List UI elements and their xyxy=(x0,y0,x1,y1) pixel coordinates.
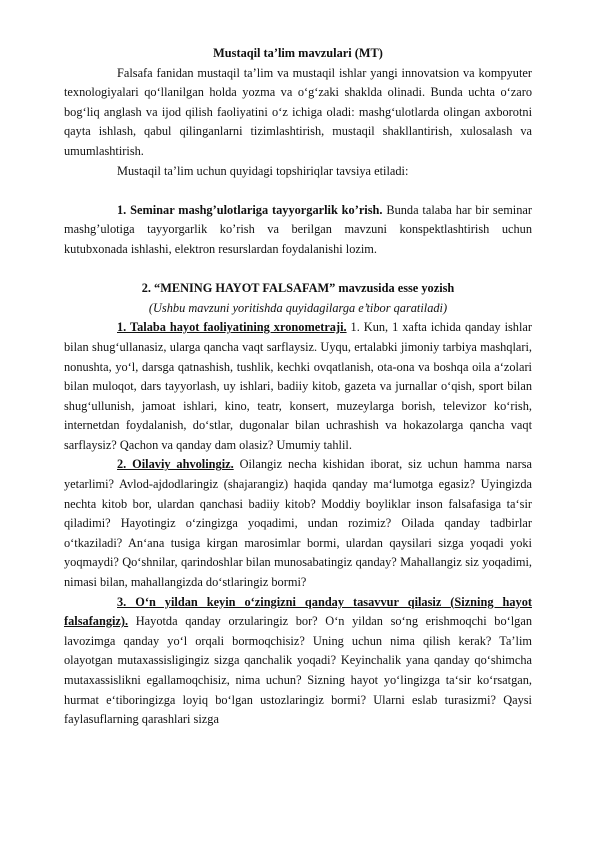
recommendation-paragraph: Mustaqil ta’lim uchun quyidagi topshiriqlar tavsiya etiladi: xyxy=(117,163,409,178)
task1-paragraph xyxy=(64,201,532,260)
document-title: Mustaqil ta’lim mavzulari (MT) xyxy=(213,46,383,60)
task2-item-2-label: 2. Oilaviy ahvolingiz. xyxy=(117,457,234,472)
task2-item-2-text: Oilangiz necha kishidan iborat, siz uchun hamma narsa yetarlimi? Avlod-ajdodlaringiz (shajarangiz) haqida qanday ma‘lumotga egasiz? Uyingizda nechta kitob bor, ulardan qanchasi badiiy kitob? Moddiy boyliklar inson falsafasiga ta‘sir qiladimi? Hayotingiz o‘zingizga yoqadimi, undan rozimiz? Oilada qanday tadbirlar o‘tkaziladi? An‘ana tusiga kirgan marosimlar bormi, ulardan qaysilari sizga yoqadi yoki yoqmaydi? Qo‘shnilar, qarindoshlar bilan munosabatingiz qanday? Mahallangiz siz yoqadimi, nimasi bilan, mahallangizda do‘stlaringiz bormi? xyxy=(64,457,532,590)
spacer xyxy=(64,181,532,201)
intro-paragraph: Falsafa fanidan mustaqil ta’lim va mustaqil ishlar yangi innovatsion va kompyuter texnologiyalari qo‘llanilgan holda yozma va o‘g‘zaki shaklda olinadi. Bunda uchta o‘zaro bog‘liq anglash va ijod qilish faoliyatini o‘z ichiga oladi: mashg‘ulotlarda olingan axborotni qayta ishlash, qabul qilinganlarni tizimlashtirish, mustaqil shakllantirish, xulosalash va umumlashtirish. xyxy=(64,65,532,158)
task2-item-1-text: 1. Kun, 1 xafta ichida qanday ishlar bilan shug‘ullanasiz, ularga qancha vaqt sarflaysiz. Uyqu, ertalabki jimoniy tarbiya mashqlari, nonushta, yo‘l, darsga qatnashish, tushlik, kechki ovqatlanish, ota-ona va boshqa oila a‘zolari bilan muloqot, dars tayyorlash, uy ishlari, badiiy kitob, gazeta va jurnallar o‘qish, sport bilan shug‘ullunish, jamoat ishlari, kino, teatr, konsert, muzeylarga borish, televizor ko‘rish, internetdan foydalanish, do‘stlar, dugonalar bilan uchrashish va hokazolarga qancha vaqt sarflaysiz? Qachon va qanday dam olasiz? Umumiy tahlil. xyxy=(64,320,532,452)
task2-item-2 xyxy=(64,455,532,592)
task2-item-3 xyxy=(64,593,532,730)
task2-item-1-label: 1. Talaba hayot faoliyatining xronometraji. xyxy=(117,320,347,335)
task2-item-1 xyxy=(64,318,532,455)
spacer xyxy=(64,260,532,280)
task1-text: Bunda talaba har bir seminar mashg’ulotiga tayyorgarlik ko’rish va berilgan mavzuni konspektlashtirish uchun kutubxonada ishlashi, elektron resurslardan foydalanishi lozim. xyxy=(64,202,532,256)
task1-title: 1. Seminar mashg’ulotlariga tayyorgarlik ko’rish. xyxy=(117,202,383,217)
document-page xyxy=(64,44,532,730)
task2-item-3-label: 3. O‘n yildan keyin o‘zingizni qanday tasavvur qilasiz (Sizning hayot falsafangiz). xyxy=(64,594,532,629)
task2-subtitle: (Ushbu mavzuni yoritishda quyidagilarga e’tibor qaratiladi) xyxy=(148,300,448,315)
task2-title: 2. “MENING HAYOT FALSAFAM” mavzusida esse yozish xyxy=(141,281,455,296)
task2-item-3-text: Hayotda qanday orzularingiz bor? O‘n yildan so‘ng erishmoqchi bo‘lgan lavozimga qanday yo‘l orqali bormoqchisiz? Uning uchun nima qilish kerak? Ta’lim olayotgan mutaxassisligingiz sizga qanchalik yoqadi? Keyinchalik yana qanday qo‘shimcha mutaxassislikni egallamoqchisiz, nima uchun? Sizning hayot yo‘lingizga ta‘sir ko‘rsatgan, hurmat e‘tiboringizga loyiq bo‘lgan ustozlaringiz bormi? Ularni eslab turasizmi? Qaysi faylasuflarning qarashlari sizga xyxy=(64,614,532,727)
